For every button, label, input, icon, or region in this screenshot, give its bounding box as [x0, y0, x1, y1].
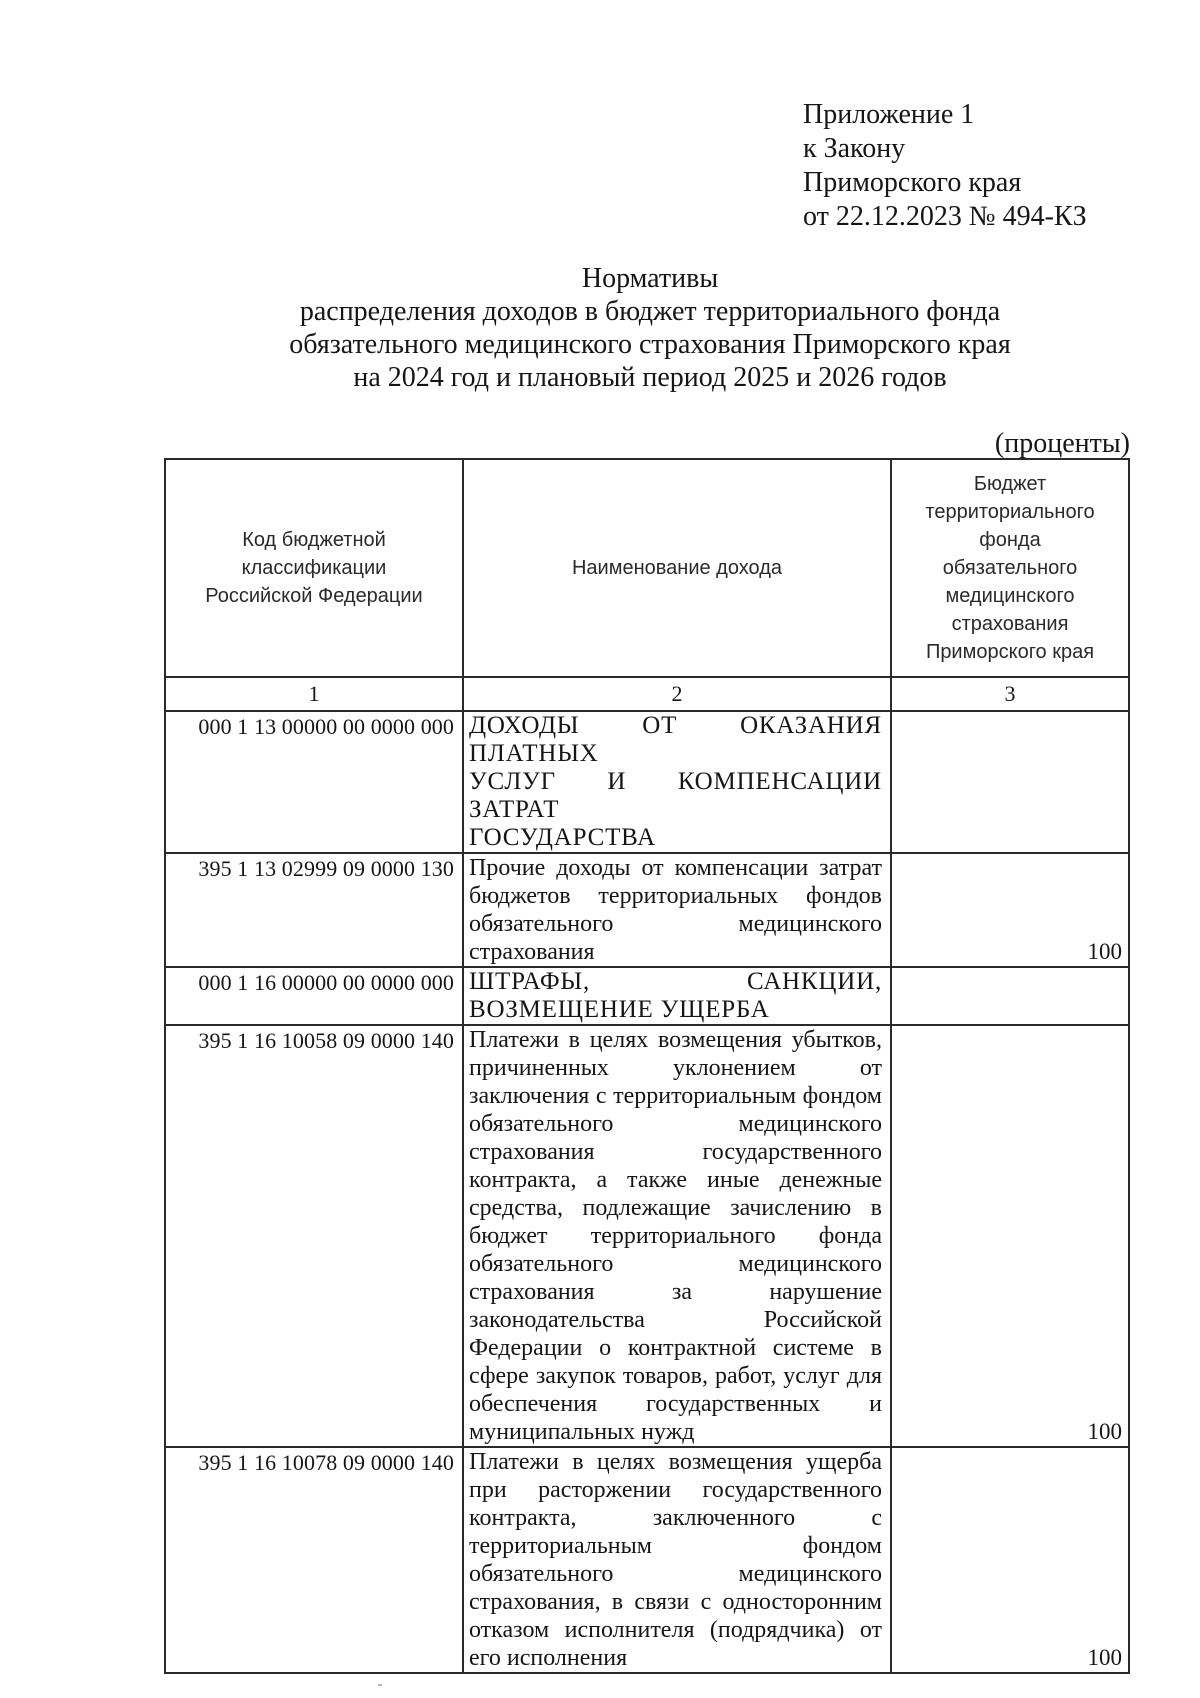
header-code [165, 459, 463, 677]
revenue-name-line: территориальным фондом [469, 1533, 882, 1559]
appendix-reference [803, 98, 1087, 234]
header-line: страхования [951, 613, 1069, 635]
revenue-name-line: ДОХОДЫ ОТ ОКАЗАНИЯ ПЛАТНЫХ [469, 712, 882, 767]
document-title [150, 262, 1150, 394]
header-line: Приморского края [925, 641, 1095, 663]
revenue-name-line: муниципальных нужд [469, 1419, 695, 1445]
revenue-name-line: при расторжении государственного [469, 1477, 882, 1503]
budget-code: 395 1 13 02999 09 0000 130 [165, 853, 463, 967]
revenue-name [463, 711, 891, 853]
revenue-name-line: обязательного медицинского [469, 1111, 882, 1137]
appendix-line: Приморского края [803, 167, 1022, 198]
header-line: территориального [925, 501, 1095, 523]
revenue-name-line: контракта, а также иные денежные [469, 1167, 882, 1193]
column-number: 1 [165, 677, 463, 711]
revenue-name-line: ВОЗМЕЩЕНИЕ УЩЕРБА [469, 996, 770, 1023]
header-budget [891, 459, 1129, 677]
norm-value [891, 967, 1129, 1025]
header-line: обязательного [942, 557, 1078, 579]
header-line: Код бюджетной [242, 529, 386, 551]
table-header-row [165, 459, 1129, 677]
table-row [165, 1447, 1129, 1673]
title-line: распределения доходов в бюджет территориального фонда [299, 296, 1001, 327]
norm-value: 100 [891, 853, 1129, 967]
title-line: Нормативы [581, 263, 719, 294]
revenue-name-line: бюджетов территориальных фондов [469, 883, 882, 909]
header-line: медицинского [945, 585, 1075, 607]
column-number: 2 [463, 677, 891, 711]
revenue-name-line: ГОСУДАРСТВА [469, 824, 656, 851]
budget-code: 000 1 16 00000 00 0000 000 [165, 967, 463, 1025]
revenue-name-line: заключения с территориальным фондом [469, 1083, 882, 1109]
norm-value: 100 [891, 1447, 1129, 1673]
revenue-name-line: обязательного медицинского [469, 1561, 882, 1587]
revenue-name-line: обязательного медицинского [469, 911, 882, 937]
revenue-name-line: Федерации о контрактной системе в [469, 1335, 882, 1361]
norm-value [891, 711, 1129, 853]
header-name [463, 459, 891, 677]
revenue-name-line: страхования, в связи с односторонним [469, 1589, 882, 1615]
revenue-name-line: страхования [469, 939, 595, 965]
budget-code: 395 1 16 10058 09 0000 140 [165, 1025, 463, 1447]
revenue-name [463, 1025, 891, 1447]
revenue-name [463, 853, 891, 967]
norm-value: 100 [891, 1025, 1129, 1447]
revenue-name-line: Прочие доходы от компенсации затрат [469, 855, 882, 881]
header-line: Российской Федерации [205, 585, 423, 607]
budget-code: 000 1 13 00000 00 0000 000 [165, 711, 463, 853]
header-line: фонда [979, 529, 1041, 551]
appendix-line: к Закону [803, 133, 906, 164]
budget-code: 395 1 16 10078 09 0000 140 [165, 1447, 463, 1673]
revenue-name-line: законодательства Российской [469, 1307, 882, 1333]
revenue-name-line: причиненных уклонением от [469, 1055, 882, 1081]
units-label: (проценты) [994, 428, 1130, 459]
revenue-name-line: контракта, заключенного с [469, 1505, 882, 1531]
title-line: обязательного медицинского страхования Приморского края [289, 329, 1011, 360]
revenue-name-line: Платежи в целях возмещения убытков, [469, 1027, 882, 1053]
revenue-name-line: средства, подлежащие зачислению в [469, 1195, 882, 1221]
revenue-name [463, 1447, 891, 1673]
revenue-name-line: обеспечения государственных и [469, 1391, 882, 1417]
table-row [165, 853, 1129, 967]
header-line: классификации [241, 557, 387, 579]
appendix-line: Приложение 1 [803, 99, 975, 130]
table-row [165, 1025, 1129, 1447]
revenue-name-line: УСЛУГ И КОМПЕНСАЦИИ ЗАТРАТ [469, 768, 882, 823]
header-line: Наименование дохода [571, 557, 783, 579]
revenue-name-line: страхования государственного [469, 1139, 882, 1165]
revenue-name-line: бюджет территориального фонда [469, 1223, 882, 1249]
revenue-name [463, 967, 891, 1025]
scan-mark [378, 1684, 382, 1686]
appendix-line: от 22.12.2023 № 494-КЗ [803, 201, 1087, 232]
revenue-name-line: сфере закупок товаров, работ, услуг для [469, 1363, 882, 1389]
revenue-name-line: Платежи в целях возмещения ущерба [469, 1449, 882, 1475]
column-number-row [165, 677, 1129, 711]
revenue-name-line: отказом исполнителя (подрядчика) от [469, 1617, 882, 1643]
revenue-name-line: его исполнения [469, 1645, 628, 1671]
header-line: Бюджет [973, 473, 1047, 495]
column-number: 3 [891, 677, 1129, 711]
revenue-name-line: страхования за нарушение [469, 1279, 882, 1305]
revenue-norms-table [164, 458, 1130, 1674]
title-line: на 2024 год и плановый период 2025 и 2026 годов [353, 362, 947, 393]
revenue-name-line: ШТРАФЫ, САНКЦИИ, [469, 968, 882, 995]
revenue-name-line: обязательного медицинского [469, 1251, 882, 1277]
table-row [165, 711, 1129, 853]
table-row [165, 967, 1129, 1025]
